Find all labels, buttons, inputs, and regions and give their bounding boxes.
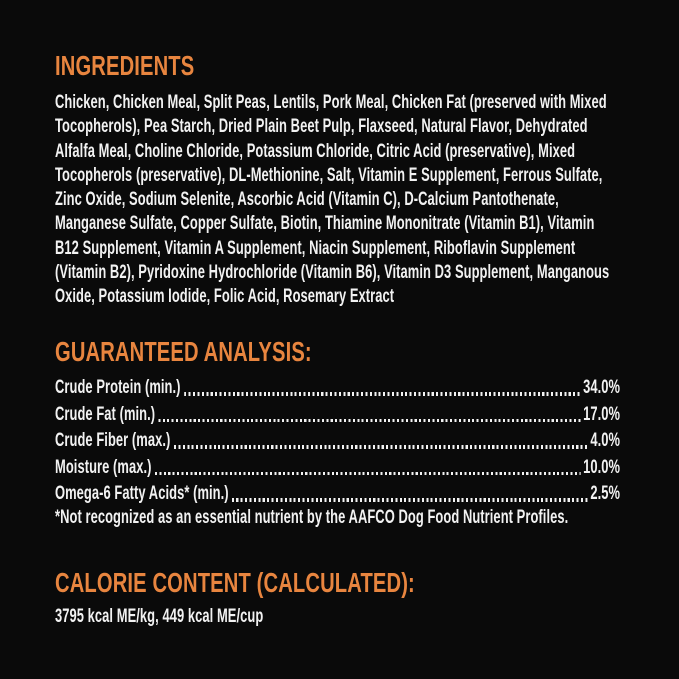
calorie-content-heading: CALORIE CONTENT (CALCULATED):: [55, 567, 415, 598]
ga-row-value: 17.0%: [583, 403, 621, 425]
ga-footnote: *Not recognized as an essential nutrient by the AAFCO Dog Food Nutrient Profiles.: [55, 507, 569, 528]
ga-row: [55, 428, 620, 455]
ingredient-line: B12 Supplement, Vitamin A Supplement, Niacin Supplement, Riboflavin Supplement: [55, 237, 576, 259]
dot-leader: [174, 445, 588, 449]
calorie-content-values: 3795 kcal ME/kg, 449 kcal ME/cup: [55, 606, 264, 627]
ingredients-heading: INGREDIENTS: [55, 50, 195, 81]
ga-row-label: Crude Fiber (max.): [55, 430, 171, 451]
dot-leader: [159, 419, 581, 423]
ga-row-value: 2.5%: [590, 483, 621, 504]
ga-row: [55, 375, 620, 402]
dot-leader: [155, 472, 580, 476]
ingredient-line: Oxide, Potassium Iodide, Folic Acid, Rosemary Extract: [55, 286, 395, 308]
ga-row: [55, 455, 620, 482]
ga-row-value: 34.0%: [583, 377, 621, 398]
guaranteed-analysis-table: [55, 375, 620, 508]
ga-row-label: Crude Protein (min.): [55, 377, 181, 398]
ga-row-label: Moisture (max.): [55, 456, 152, 478]
ga-row-label: Crude Fat (min.): [55, 403, 156, 425]
dot-leader: [184, 392, 580, 396]
ga-row-value: 10.0%: [583, 456, 621, 478]
ingredient-line: Tocopherols), Pea Starch, Dried Plain Beet Pulp, Flaxseed, Natural Flavor, Dehydrated: [55, 116, 588, 138]
ingredients-text: [55, 91, 679, 310]
ga-row: [55, 402, 620, 429]
guaranteed-analysis-heading: GUARANTEED ANALYSIS:: [55, 336, 312, 367]
ingredient-line: Tocopherols (preservative), DL-Methionine, Salt, Vitamin E Supplement, Ferrous Sulfate,: [55, 164, 603, 186]
ingredient-line: Zinc Oxide, Sodium Selenite, Ascorbic Acid (Vitamin C), D-Calcium Pantothenate,: [55, 189, 559, 211]
ingredient-line: Manganese Sulfate, Copper Sulfate, Biotin, Thiamine Mononitrate (Vitamin B1), Vitamin: [55, 213, 595, 235]
dot-leader: [232, 498, 588, 502]
ingredient-line: (Vitamin B2), Pyridoxine Hydrochloride (Vitamin B6), Vitamin D3 Supplement, Manganous: [55, 262, 610, 284]
ga-row: [55, 481, 620, 508]
ga-row-label: Omega-6 Fatty Acids* (min.): [55, 483, 229, 504]
ga-row-value: 4.0%: [590, 430, 621, 451]
ingredient-line: Chicken, Chicken Meal, Split Peas, Lentils, Pork Meal, Chicken Fat (preserved with Mixed: [55, 92, 607, 113]
ingredient-line: Alfalfa Meal, Choline Chloride, Potassium Chloride, Citric Acid (preservative), Mixed: [55, 140, 576, 162]
